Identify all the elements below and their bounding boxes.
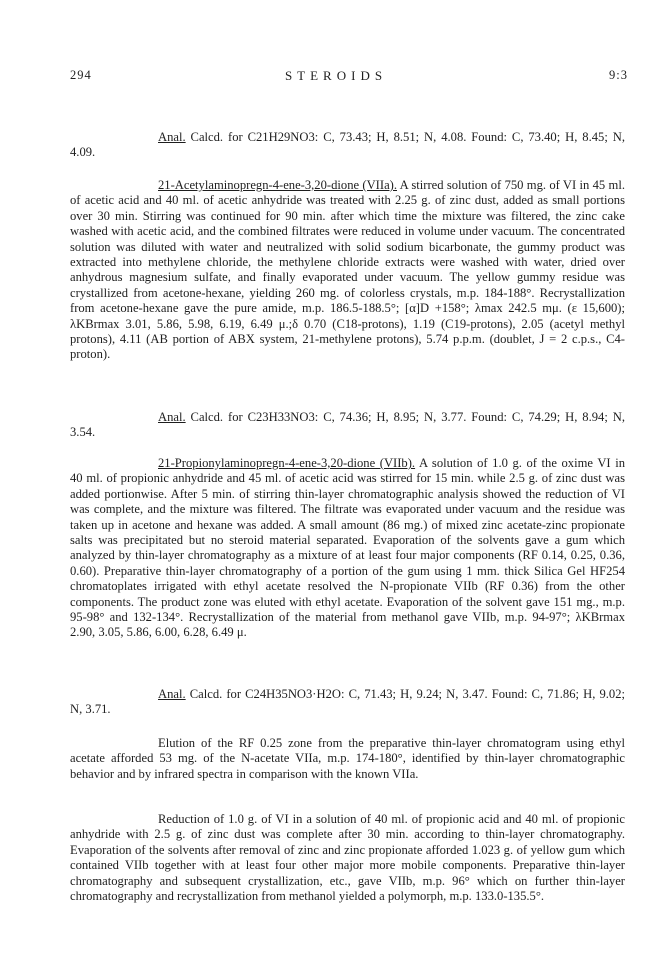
analysis-viia: Anal. Calcd. for C23H33NO3: C, 74.36; H, 8.95; N, 3.77. Found: C, 74.29; H, 8.94; N, 3.54. bbox=[70, 410, 625, 440]
running-title: STEROIDS bbox=[284, 68, 388, 83]
reduction-paragraph: Reduction of 1.0 g. of VI in a solution of 40 ml. of propionic acid and 40 ml. of propionic anhydride with 2.5 g. of zinc dust was complete after 30 min. according to thin-layer chromatography. Evaporation of the solvents after removal of zinc and zinc propionate afforded 1.023 g. of yellow gum which contained VIIb together with at least four other major more mobile components. Preparative thin-layer chromatography and subsequent crystallization, etc., gave VIIb, m.p. 96° which on further thin-layer chromatography and recrystallization from methanol yielded a polymorph, m.p. 133.0-135.5°. bbox=[70, 812, 625, 904]
elution-paragraph: Elution of the RF 0.25 zone from the preparative thin-layer chromatogram using ethyl acetate afforded 53 mg. of the N-acetate VIIa, m.p. 174-180°, identified by thin-layer chromatographic behavior and by infrared spectra in comparison with the known VIIa. bbox=[70, 736, 625, 781]
analysis-viia-precursor: Anal. Calcd. for C21H29NO3: C, 73.43; H, 8.51; N, 4.08. Found: C, 73.40; H, 8.45; N, 4.09. bbox=[70, 130, 625, 160]
synthesis-viia: 21-Acetylaminopregn-4-ene-3,20-dione (VIIa). A stirred solution of 750 mg. of VI in 45 ml. of acetic acid and 40 ml. of acetic anhydride was treated with 2.25 g. of zinc dust, added as small portions over 30 min. Stirring was continued for 90 min. after which time the mixture was filtered, the zinc cake washed with acetic acid, and the combined filtrates were reduced in volume under vacuum. The concentrated solution was diluted with water and neutralized with solid sodium bicarbonate, the gummy product was extracted into methylene chloride, the methylene chloride extracts were washed with water, dried over anhydrous magnesium sulfate, and finally evaporated under vacuum. The yellow gummy residue was crystallized from acetone-hexane, yielding 260 mg. of colorless crystals, m.p. 184-188°. Recrystallization from acetone-hexane gave the pure amide, m.p. 186.5-188.5°; [α]D +158°; λmax 242.5 mμ. (ε 15,600); λKBrmax 3.01, 5.86, 5.98, 6.19, 6.49 μ.;δ 0.70 (C18-protons), 1.19 (C19-protons), 2.05 (acetyl methyl protons), 4.11 (AB portion of ABX system, 21-methylene protons), 5.74 p.p.m. (doublet, J = 2 c.p.s., C4-proton). bbox=[70, 178, 625, 362]
issue-number: 9:3 bbox=[609, 68, 628, 82]
page-number: 294 bbox=[70, 68, 92, 82]
synthesis-viib: 21-Propionylaminopregn-4-ene-3,20-dione (VIIb). A solution of 1.0 g. of the oxime VI in 40 ml. of propionic anhydride and 45 ml. of acetic acid was stirred for 15 min. while 2.5 g. of zinc dust was added portionwise. After 5 min. of stirring thin-layer chromatographic analysis showed the reduction of VI was complete, and the mixture was filtered. The filtrate was evaporated under vacuum and the residue was taken up in acetone and hexane was added. A small amount (86 mg.) of mixed zinc acetate-zinc propionate salts was precipitated but no steroid material separated. Evaporation of the solvents gave a gum which analyzed by thin-layer chromatography as a mixture of at least four major components (RF 0.14, 0.25, 0.36, 0.60). Preparative thin-layer chromatography of a portion of the gum using 1 mm. thick Silica Gel HF254 chromatoplates irrigated with ethyl acetate resolved the N-propionate VIIb (RF 0.36) from the other components. The product zone was eluted with ethyl acetate. Evaporation of the solvent gave 151 mg., m.p. 95-98° and 132-134°. Recrystallization of the material from methanol gave VIIb, m.p. 94-97°; λKBrmax 2.90, 3.05, 5.86, 6.00, 6.28, 6.49 μ. bbox=[70, 456, 625, 640]
analysis-viib: Anal. Calcd. for C24H35NO3·H2O: C, 71.43; H, 9.24; N, 3.47. Found: C, 71.86; H, 9.02; N, 3.71. bbox=[70, 687, 625, 717]
